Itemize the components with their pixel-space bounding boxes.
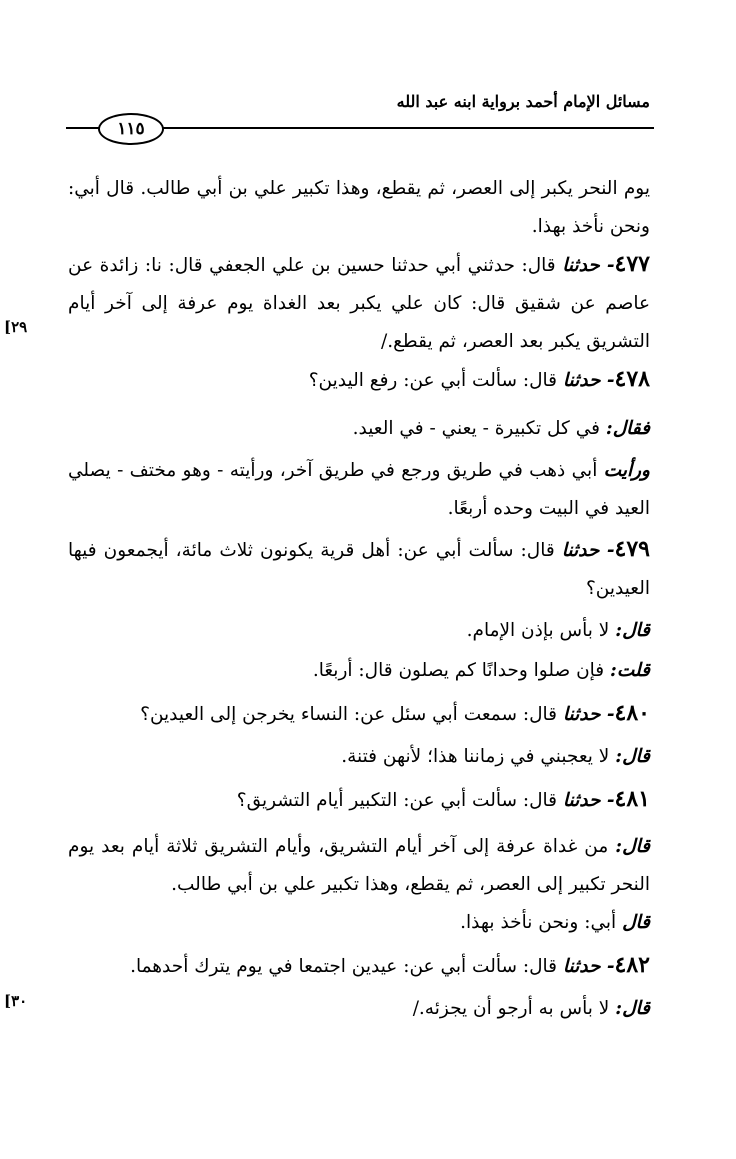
answer-lead: قال: [615,620,650,641]
narration-lead: - حدثنا [562,255,615,276]
answer-paragraph [68,990,650,1028]
narration-text: قال: سألت أبي عن: رفع اليدين؟ [308,370,563,391]
page-number: ١١٥ [98,113,164,145]
answer-text: لا يعجبني في زماننا هذا؛ لأنهن فتنة. [341,746,616,767]
running-title: مسائل الإمام أحمد برواية ابنه عبد الله [396,92,650,111]
narration-text: قال: حدثني أبي حدثنا حسين بن علي الجعفي قال: نا: زائدة عن عاصم عن شقيق قال: كان علي يكبر بعد الغداة يوم عرفة إلى آخر أيام التشريق يكبر بعد العصر، ثم يقطع./ [68,255,650,352]
narration-text: قال: سألت أبي عن: أهل قرية يكونون ثلاث مائة، أيجمعون فيها العيدين؟ [68,540,650,599]
question-text: فإن صلوا وحدانًا كم يصلون قال: أربعًا. [312,660,611,681]
answer-lead: فقال: [605,418,650,439]
narration-number: ٤٨٠ [614,700,650,726]
observation-text: أبي ذهب في طريق ورجع في طريق آخر، ورأيته - وهو مختف - يصلي العيد في البيت وحده أربعًا. [68,460,650,519]
answer-text: لا بأس به أرجو أن يجزئه./ [412,998,616,1019]
observation-paragraph [68,452,650,528]
narration-lead: - حدثنا [562,704,615,725]
answer-text: أبي: ونحن نأخذ بهذا. [460,912,623,933]
narration-lead: - حدثنا [562,370,615,391]
answer-text: لا بأس بإذن الإمام. [466,620,616,641]
answer-paragraph [68,828,650,904]
margin-folio-marker-bottom: [٣٠ [4,992,28,1010]
answer-paragraph [68,738,650,776]
paragraph-text: يوم النحر يكبر إلى العصر، ثم يقطع، وهذا تكبير علي بن أبي طالب. قال أبي: ونحن نأخذ بهذا. [68,178,650,237]
answer-text: من غداة عرفة إلى آخر أيام التشريق، وأيام التشريق ثلاثة أيام بعد يوم النحر تكبير إلى العصر، ثم يقطع، وهذا تكبير علي بن أبي طالب. [68,836,650,895]
question-paragraph [68,652,650,690]
narration-number: ٤٧٧ [614,251,650,277]
answer-lead: قال: [615,746,650,767]
answer-paragraph [68,410,650,448]
narration-478 [68,360,650,400]
narration-lead: - حدثنا [562,790,615,811]
narration-number: ٤٧٨ [614,366,650,392]
narration-481 [68,780,650,820]
narration-number: ٤٨٢ [614,952,650,978]
answer-paragraph [68,612,650,650]
margin-folio-marker-top: [٢٩ [4,318,28,336]
narration-text: قال: سمعت أبي سئل عن: النساء يخرجن إلى العيدين؟ [140,704,563,725]
answer-text: في كل تكبيرة - يعني - في العيد. [352,418,606,439]
narration-479 [68,530,650,608]
answer-lead: قال: [615,836,650,857]
narration-number: ٤٧٩ [614,536,650,562]
narration-lead: - حدثنا [562,956,615,977]
question-lead: قلت: [610,660,650,681]
narration-482 [68,946,650,986]
paragraph-continuation [68,170,650,246]
narration-number: ٤٨١ [614,786,650,812]
narration-text: قال: سألت أبي عن: التكبير أيام التشريق؟ [236,790,563,811]
narration-lead: - حدثنا [561,540,615,561]
answer-lead: قال: [615,998,650,1019]
narration-477 [68,245,650,361]
answer-paragraph [68,904,650,942]
narration-480 [68,694,650,734]
observation-lead: ورأيت [603,460,650,481]
narration-text: قال: سألت أبي عن: عيدين اجتمعا في يوم يترك أحدهما. [130,956,563,977]
answer-lead: قال [622,912,650,933]
